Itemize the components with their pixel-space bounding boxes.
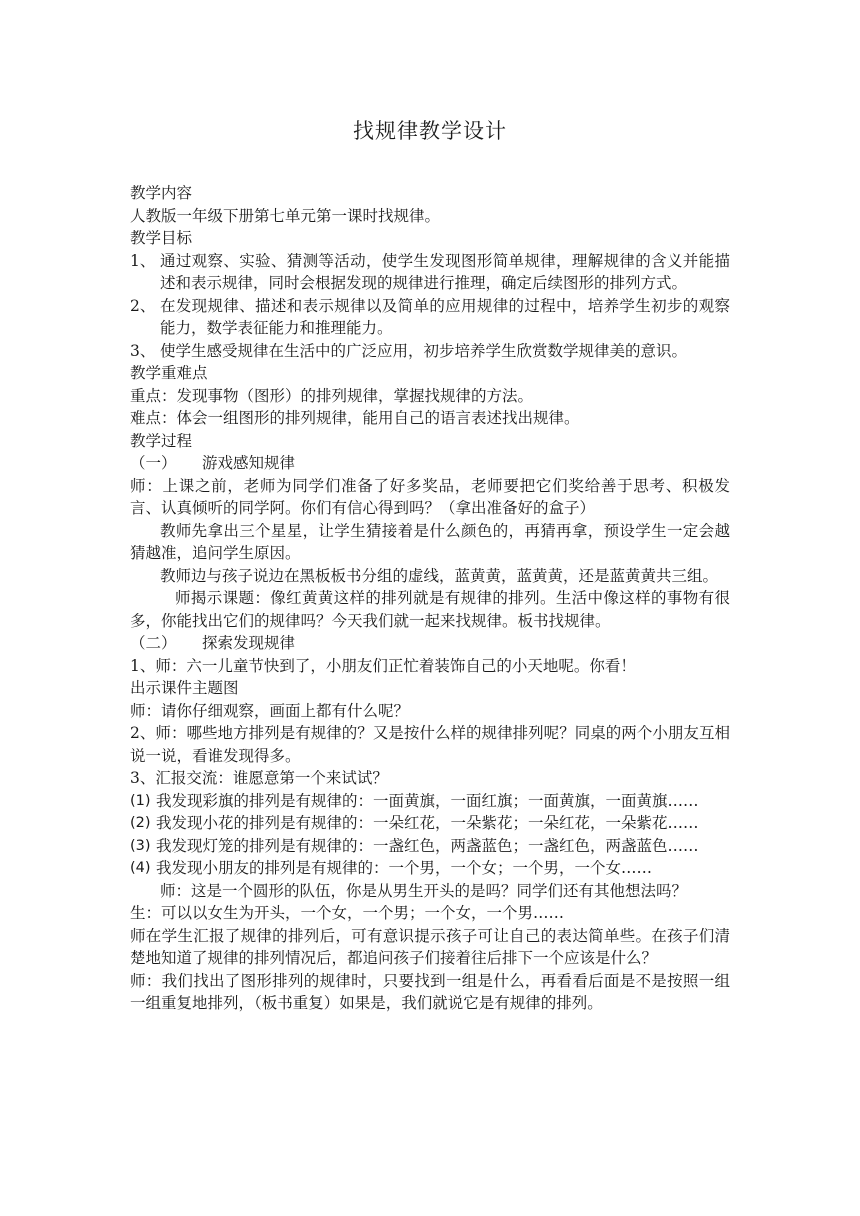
goal-number: 2、 [130,296,156,315]
report-text: 我发现小花的排列是有规律的：一朵红花，一朵紫花；一朵红花，一朵紫花…… [156,814,699,832]
paragraph: 教师边与孩子说边在黑板板书分组的虚线，蓝黄黄，蓝黄黄，还是蓝黄黄共三组。 [160,566,719,585]
content-heading: 教学内容 [130,184,193,202]
paragraph: 2、师：哪些地方排列是有规律的？又是按什么样的规律排列呢？同桌的两个小朋友互相说一说，看谁发现得多。 [130,724,730,765]
report-text: 我发现彩旗的排列是有规律的：一面黄旗，一面红旗；一面黄旗，一面黄旗…… [156,791,699,810]
paragraph: 教师先拿出三个星星，让学生猜接着是什么颜色的，再猜再拿，预设学生一定会越猜越准，追问学生原因。 [130,521,730,562]
goal-number: 1、 [130,251,156,270]
goal-text: 使学生感受规律在生活中的广泛应用，初步培养学生欣赏数学规律美的意识。 [160,341,688,360]
paragraph: 师：这是一个圆形的队伍，你是从男生开头的是吗？同学们还有其他想法吗？ [160,881,688,900]
key-point: 重点：发现事物（图形）的排列规律，掌握找规律的方法。 [130,386,534,405]
document-page [130,116,730,1015]
section-heading [130,452,730,475]
report-number: (3) [130,837,151,854]
report-text: 我发现灯笼的排列是有规律的：一盏红色，两盏蓝色；一盏红色，两盏蓝色…… [156,836,699,855]
report-text: 我发现小朋友的排列是有规律的：一个男，一个女；一个男，一个女…… [156,859,653,877]
difficult-point: 难点：体会一组图形的排列规律，能用自己的语言表述找出规律。 [130,409,580,427]
section-heading [130,632,730,655]
goals-heading: 教学目标 [130,229,193,247]
key-heading: 教学重难点 [130,364,208,382]
report-item [130,790,730,813]
report-number: (1) [130,792,151,809]
section-number: （二） [130,634,177,652]
paragraph: 1、师：六一儿童节快到了，小朋友们正忙着装饰自己的小天地呢。你看！ [130,656,636,675]
report-item [130,835,730,858]
report-item [130,812,730,835]
paragraph: 师：上课之前，老师为同学们准备了好多奖品，老师要把它们奖给善于思考、积极发言、认真倾听的同学阿。你们有信心得到吗？（拿出准备好的盒子） [130,476,730,517]
paragraph: 师：请你仔细观察，画面上都有什么呢？ [130,701,410,720]
goal-number: 3、 [130,341,156,360]
paragraph: 出示课件主题图 [130,679,239,697]
paragraph: 师：我们找出了图形排列的规律时，只要找到一组是什么，再看看后面是不是按照一组一组重复地排列，（板书重复）如果是，我们就说它是有规律的排列。 [130,971,730,1012]
document-title: 找规律教学设计 [353,119,507,143]
content-text: 人教版一年级下册第七单元第一课时找规律。 [130,206,441,225]
goal-item [130,295,730,340]
report-item [130,857,730,880]
goal-item [130,250,730,295]
section-number: （一） [130,454,177,472]
paragraph: 生：可以以女生为开头，一个女，一个男；一个女，一个男…… [130,904,565,922]
paragraph: 师揭示课题：像红黄黄这样的排列就是有规律的排列。生活中像这样的事物有很多，你能找出它们的规律吗？今天我们就一起来找规律。板书找规律。 [130,589,730,630]
paragraph: 师在学生汇报了规律的排列后，可有意识提示孩子可让自己的表达简单些。在孩子们清楚地知道了规律的排列情况后，都追问孩子们接着往后排下一个应该是什么？ [130,926,730,967]
report-number: (2) [130,815,151,831]
goal-text: 在发现规律、描述和表示规律以及简单的应用规律的过程中，培养学生初步的观察能力，数学表征能力和推理能力。 [160,296,730,337]
goal-item [130,340,730,363]
paragraph: 3、汇报交流：谁愿意第一个来试试？ [130,769,388,787]
section-title: 游戏感知规律 [202,454,296,472]
goal-text: 通过观察、实验、猜测等活动，使学生发现图形简单规律，理解规律的含义并能描述和表示规律，同时会根据发现的规律进行推理，确定后续图形的排列方式。 [160,251,730,292]
section-title: 探索发现规律 [202,634,296,652]
report-number: (4) [130,860,151,876]
process-heading: 教学过程 [130,431,193,450]
